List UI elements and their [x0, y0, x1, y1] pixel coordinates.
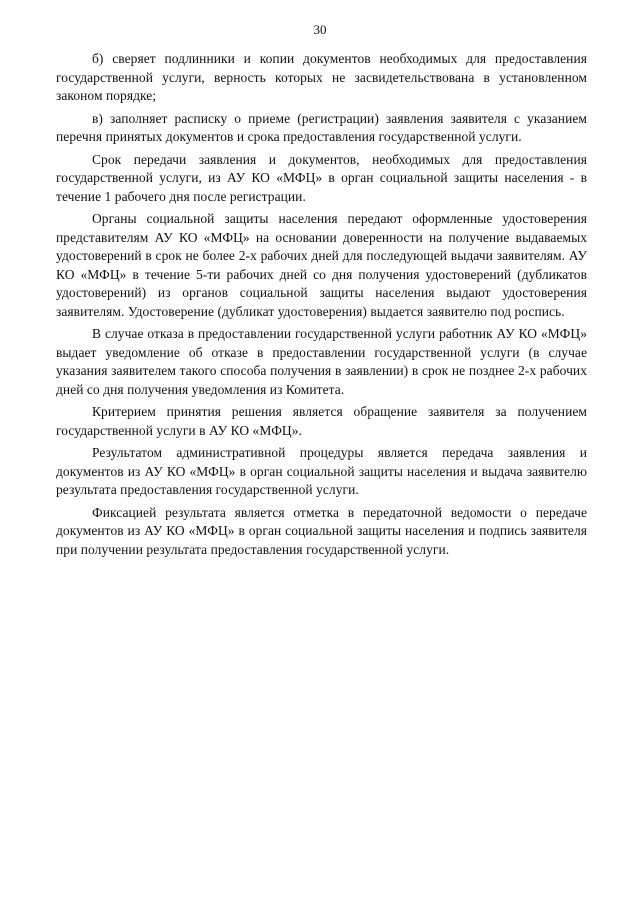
paragraph-certificate-issuance: Органы социальной защиты населения передают оформленные удостоверения представителям АУ КО «МФЦ» на основании доверенности на получение выдаваемых удостоверений в срок не более 2-х рабочих дней для последующей выдачи заявителям. АУ КО «МФЦ» в течение 5-ти рабочих дней со дня получения удостоверений (дубликатов удостоверений) из органов социальной защиты населения выдают удостоверения заявителям. Удостоверение (дубликат удостоверения) выдается заявителю под роспись. [56, 211, 587, 319]
paragraph-decision-criterion: Критерием принятия решения является обращение заявителя за получением государственной услуги в АУ КО «МФЦ». [56, 404, 587, 438]
paragraph-refusal-notice: В случае отказа в предоставлении государственной услуги работник АУ КО «МФЦ» выдает уведомление об отказе в предоставлении государственной услуги (в случае указания заявителем такого способа получения в заявлении) в срок не позднее 2-х рабочих дней со дня получения уведомления из Комитета. [56, 326, 587, 397]
paragraph-v-receipt: в) заполняет расписку о приеме (регистрации) заявления заявителя с указанием перечня принятых документов и срока предоставления государственной услуги. [56, 110, 587, 144]
paragraph-b-verification: б) сверяет подлинники и копии документов необходимых для предоставления государственной услуги, верность которых не засвидетельствована в установленном законом порядке; [56, 51, 587, 103]
paragraph-transfer-deadline: Срок передачи заявления и документов, необходимых для предоставления государственной услуги, из АУ КО «МФЦ» в орган социальной защиты населения - в течение 1 рабочего дня после регистрации. [56, 151, 587, 204]
paragraph-procedure-result: Результатом административной процедуры является передача заявления и документов из АУ КО «МФЦ» в орган социальной защиты населения и выдача заявителю результата предоставления государственной услуги. [56, 445, 587, 497]
page-number: 30 [313, 22, 327, 37]
document-body [56, 50, 587, 563]
paragraph-result-fixation: Фиксацией результата является отметка в передаточной ведомости о передаче документов из АУ КО «МФЦ» в орган социальной защиты населения и подпись заявителя при получении результата предоставления государственной услуги. [56, 504, 587, 557]
